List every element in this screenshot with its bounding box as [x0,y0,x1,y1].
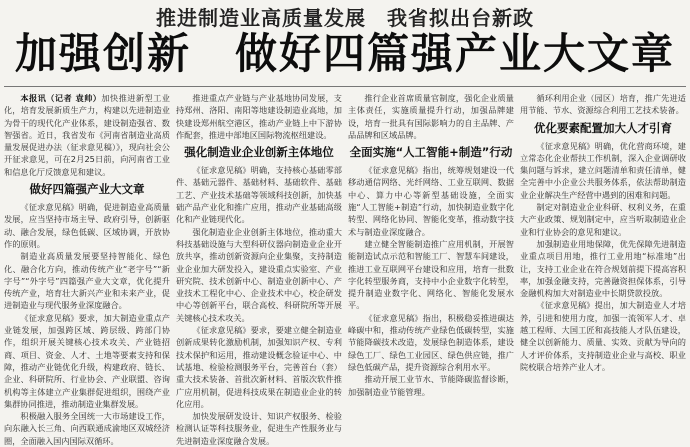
body-paragraph: 建立健全智能制造推广应用机制，开展智能制造试点示范和智能工厂、智慧车间建设，推进工业互联网平台建设和应用，培育一批数字化转型服务商，支持中小企业数字化转型，提升制造业数字化、网络化、智能化发展水平。 [348,238,514,311]
article-column-4 [520,92,686,406]
body-paragraph: 制定对制造业企业科研、权利义务，在重大产业政策、规划制定中，应当听取制造业企业和行业协会的意见和建议。 [520,202,686,237]
body-paragraph: 强化制造业企业创新主体地位，推动重大科技基础设施与大型科研仪器向制造业企业开放共享，推动创新资源向企业集聚，支持制造业企业加大研发投入，建设重点实验室、产业研究院、技术创新中心、制造业创新中心、产业技术工程化中心、企业技术中心，校企研发中心等创新平台，联合高校、科研院所等开展关键核心技术攻关。 [176,226,342,323]
body-paragraph: 推动开展工业节水、节能降碳监督诊断，加强制造业节能管理。 [348,374,514,397]
article-column-2 [176,92,342,446]
body-paragraph: 推进重点产业链与产业基地协同发展，支持郑州、洛阳、南阳等地建设制造业高地，加快建设郑州航空港区，推动产业链上中下游协作配套，推进中部地区国际物流枢纽建设。 [176,93,342,140]
body-paragraph: 加强制造业用地保障，优先保障先进制造业重点项目用地，推行工业用地“标准地”出让，支持工业企业在符合规划前提下提高容积率，加强金融支持，完善融资担保体系，引导金融机构加大对制造业中长期贷款投放。 [520,238,686,299]
section-heading: 全面实施“人工智能+制造”行动 [349,145,513,160]
kicker-headline: 推进制造业高质量发展 我省拟出台新政 [156,6,534,30]
section-heading: 强化制造业企业创新主体地位 [184,145,334,160]
body-paragraph: 《征求意见稿》要求，加大制造业重点产业链发展，加强跨区域、跨层级、跨部门协作，组织开展关键核心技术攻关、产业链招商、项目、资金、人才、土地等要素支持和保障，推动产业链优化升级，构建政府、链长、企业、科研院所、行业协会、产业联盟、咨询机构等主体建立产业集群促进组织，围绕产业集群协同推进，推动制造业集群发展。 [4,312,170,409]
body-paragraph: 加快发展研发设计、知识产权服务、检验检测认证等科技服务业，促进生产性服务业与先进制造业深度融合发展。 [176,411,342,446]
body-paragraph: 制造业高质量发展要坚持智能化、绿色化、融合化方向，推动传统产业“老字号”“新字号”“外字号”四篇强产业大文章，优化提升传统产业，培育壮大新兴产业和未来产业，促进制造业与现代服务业深度融合。 [4,251,170,311]
body-paragraph: 《征求意见稿》明确，支持核心基础零部件、基础元器件、基础材料、基础软件、基础工艺、产业技术基础等领域科技创新，加快基础产品产业化和推广应用，推动产业基础高级化和产业链现代化。 [176,165,342,225]
body-paragraph: 《征求意见稿》指出，积极稳妥推进碳达峰碳中和，推动传统产业绿色低碳转型，实施节能降碳技术改造，发展绿色制造体系，建设绿色工厂、绿色工业园区、绿色供应链，推广绿色低碳产品，提升资源综合利用水平。 [348,312,514,372]
lead-text: 加快推进新型工业化，培育发展新质生产力，构建以先进制造业为骨干的现代化产业体系，建设制造强省、数智强省。近日，我省发布《河南省制造业高质量发展促进办法（征求意见稿）》，现向社会公开征求意见，可在2月25日前，向河南省工业和信息化厅反馈意见和建议。 [4,93,170,177]
lead-paragraph [4,92,170,178]
article-column-1 [4,92,170,446]
body-paragraph: 《征求意见稿》明确，促进制造业高质量发展，应当坚持市场主导、政府引导，创新驱动、融合发展，绿色低碳、区域协调，开放协作的原则。 [4,202,170,249]
main-headline: 加强创新 做好四篇强产业大文章 [14,29,675,78]
section-heading: 做好四篇强产业大文章 [29,182,145,197]
headline-rule [4,86,686,87]
body-paragraph: 积极融入服务全国统一大市场建设工作，向东融入长三角、向西联通成渝地区双城经济圈，全面融入国内国际双循环。 [4,411,170,446]
body-paragraph: 推行企业首席质量官制度，强化企业质量主体责任，实施质量提升行动，加强品牌建设，培育一批具有国际影响力的自主品牌、产品品牌和区域品牌。 [348,93,514,140]
article-column-3 [348,92,514,406]
body-paragraph: 《征求意见稿》明确，优化营商环境，建立常态化企业帮扶工作机制，深入企业调研收集问题与诉求，建立问题清单和责任清单，健全完善中小企业公共服务体系，依法帮助制造业企业解决生产经营中遇到的困难和问题。 [520,140,686,200]
body-paragraph: 《征求意见稿》指出，统筹规划建设一代移动通信网络、光纤网络、工业互联网、数据中心、算力中心等新型基础设施，全面实施“人工智能+制造”行动，加快制造业数字化转型、网络化协同、智能化变革，推动数字技术与制造业深度融合。 [348,165,514,237]
byline: 本报讯（记者 袁帅） [20,93,102,103]
body-paragraph: 《征求意见稿》要求，要建立健全制造业创新成果转化激励机制，加强知识产权、专利技术保护和运用，推动建设概念验证中心、中试基地、检验检测服务平台，完善首台（套）重大技术装备、首批次新材料、首版次软件推广应用机制，促进科技成果在制造业企业的转化应用。 [176,325,342,409]
body-paragraph: 《征求意见稿》提出，加大制造业人才培养，引进和使用力度，加强一流领军人才、卓越工程师、大国工匠和高技能人才队伍建设，健全以创新能力、质量、实效、贡献为导向的人才评价体系，支持制造业企业与高校、职业院校联合培养产业人才。 [520,300,686,372]
section-heading: 优化要素配置加大人才引育 [534,120,672,135]
body-paragraph: 循环利用企业（园区）培育，推广先进适用节能、节水、资源综合利用工艺技术装备。 [520,93,686,116]
article-columns [4,92,686,446]
